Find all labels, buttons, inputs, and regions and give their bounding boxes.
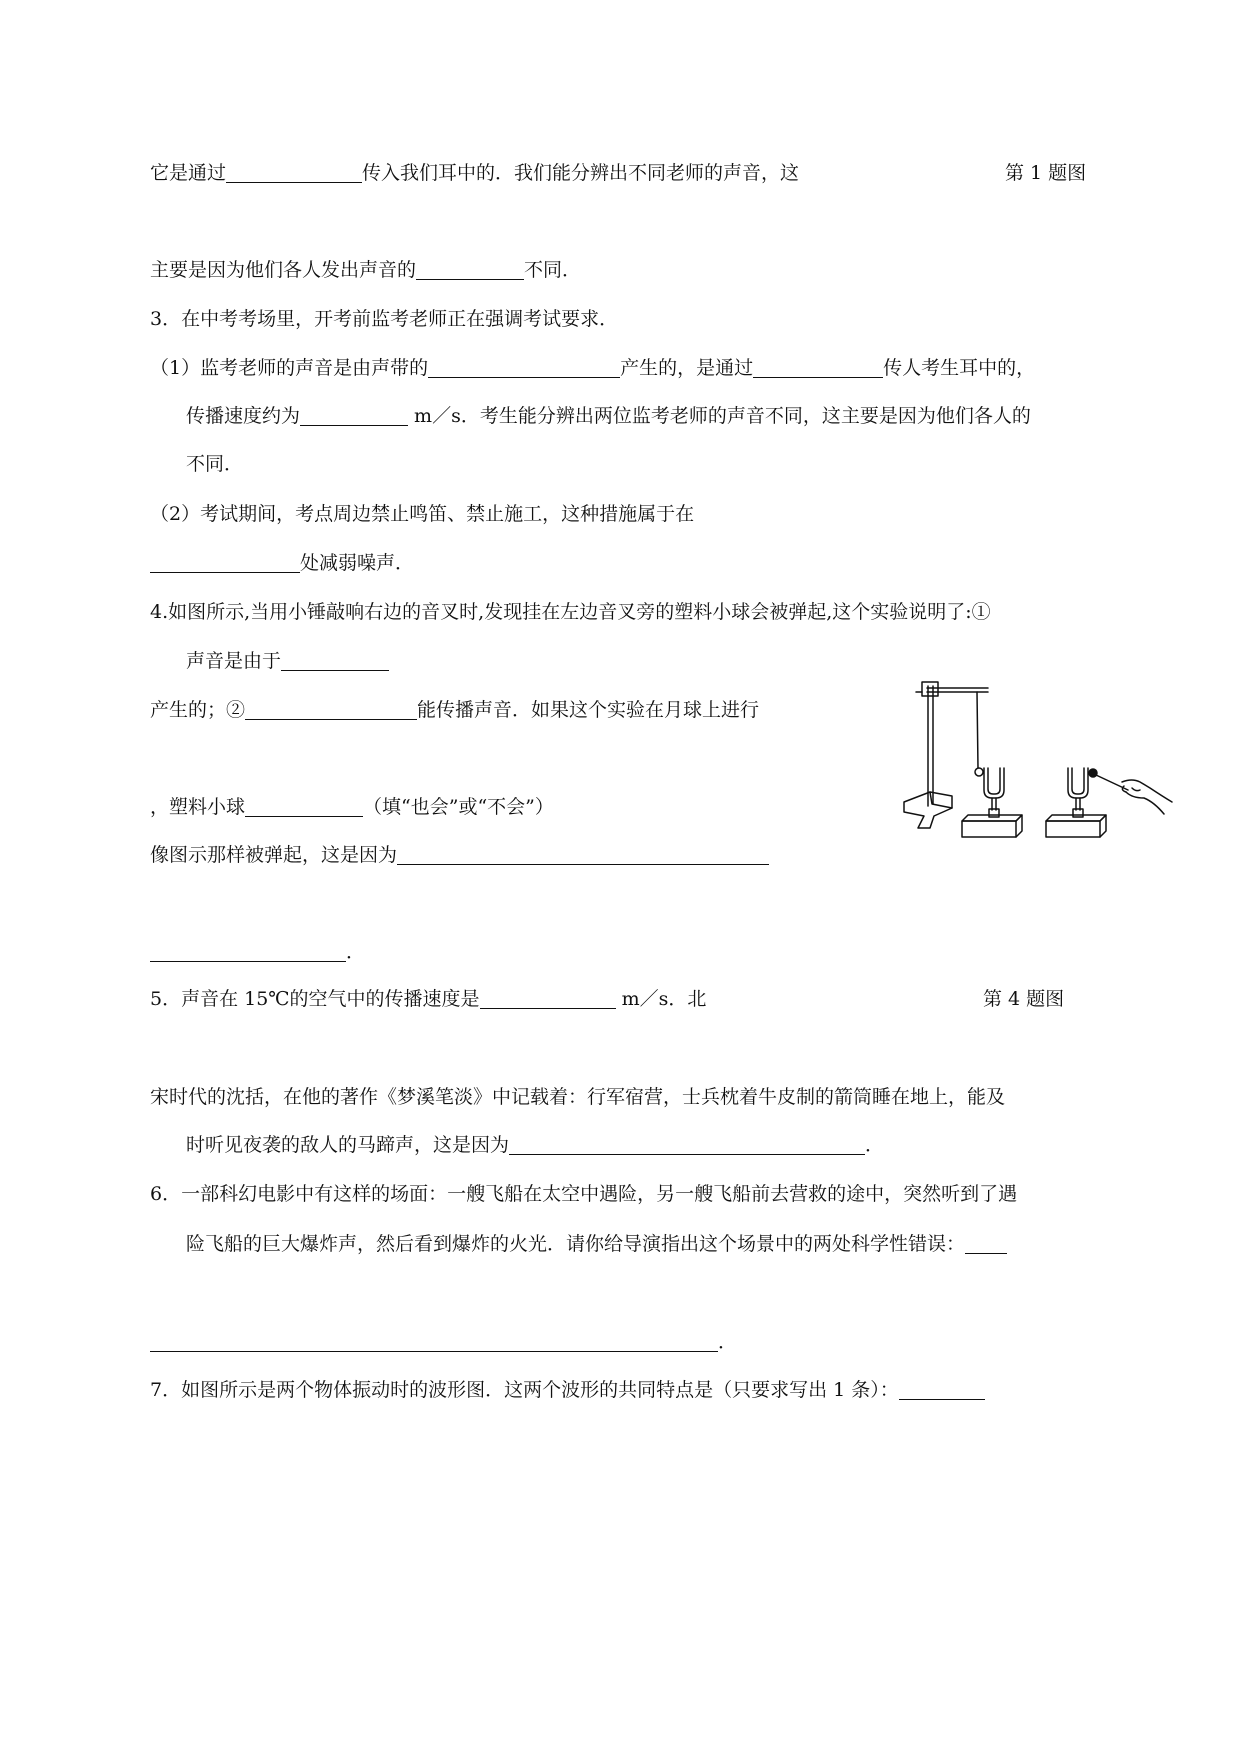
text: （1）监考老师的声音是由声带的 bbox=[150, 357, 429, 379]
text: 声音是由于 bbox=[186, 650, 282, 672]
answer-blank[interactable] bbox=[245, 798, 363, 817]
answer-blank[interactable] bbox=[281, 652, 389, 671]
text: 7．如图所示是两个物体振动时的波形图．这两个波形的共同特点是（只要求写出 1 条）： bbox=[150, 1379, 899, 1401]
answer-blank[interactable] bbox=[509, 1136, 865, 1155]
q3-part1-line3: 不同． bbox=[186, 453, 244, 475]
right-tuning-fork bbox=[1046, 768, 1106, 837]
q2-line1 bbox=[150, 161, 799, 185]
text: 5．声音在 15℃的空气中的传播速度是 bbox=[150, 988, 480, 1010]
q4-line1: 4.如图所示,当用小锤敲响右边的音叉时,发现挂在左边音叉旁的塑料小球会被弹起,这个实验说明了:① bbox=[150, 601, 991, 623]
figure-1-caption: 第 1 题图 bbox=[1005, 162, 1087, 184]
left-tuning-fork bbox=[962, 768, 1022, 837]
q5-line3 bbox=[186, 1133, 884, 1157]
text: 处减弱噪声． bbox=[300, 552, 415, 574]
text: 险飞船的巨大爆炸声，然后看到爆炸的火光．请你给导演指出这个场景中的两处科学性错误： bbox=[186, 1233, 966, 1255]
q3-title: 3．在中考考场里，开考前监考老师正在强调考试要求． bbox=[150, 308, 619, 330]
text: 能传播声音．如果这个实验在月球上进行 bbox=[417, 699, 760, 721]
answer-blank[interactable] bbox=[300, 407, 408, 426]
q5-line2: 宋时代的沈括，在他的著作《梦溪笔淡》中记载着：行军宿营，士兵枕着牛皮制的箭筒睡在地上，能及 bbox=[150, 1086, 1006, 1108]
q4-line2 bbox=[186, 649, 389, 673]
text: （填“也会”或“不会”） bbox=[363, 796, 554, 818]
answer-blank[interactable] bbox=[753, 359, 883, 378]
q3-part1-line1 bbox=[150, 356, 1035, 380]
text: 像图示那样被弹起，这是因为 bbox=[150, 844, 398, 866]
q4-line3 bbox=[150, 698, 759, 722]
q4-line4 bbox=[150, 795, 554, 819]
text: 产生的；② bbox=[150, 699, 246, 721]
text: m／s．北 bbox=[615, 988, 707, 1010]
text: ． bbox=[718, 1331, 738, 1353]
text: ． bbox=[346, 941, 366, 963]
answer-blank[interactable] bbox=[428, 359, 620, 378]
retort-stand bbox=[904, 682, 988, 828]
answer-blank[interactable] bbox=[899, 1381, 985, 1400]
answer-blank[interactable] bbox=[150, 943, 346, 962]
q7-line1 bbox=[150, 1378, 985, 1402]
text: 它是通过 bbox=[150, 162, 227, 184]
tuning-fork-figure bbox=[900, 668, 1175, 838]
text: 不同． bbox=[524, 259, 582, 281]
text: 时听见夜袭的敌人的马蹄声，这是因为 bbox=[186, 1134, 510, 1156]
hanging-ball bbox=[975, 692, 983, 776]
q6-line3 bbox=[150, 1330, 737, 1354]
answer-blank[interactable] bbox=[226, 164, 362, 183]
text: 传播速度约为 bbox=[186, 405, 301, 427]
text: 产生的，是通过 bbox=[620, 357, 754, 379]
answer-blank[interactable] bbox=[480, 990, 616, 1009]
q4-line6 bbox=[150, 940, 365, 964]
answer-blank[interactable] bbox=[245, 701, 417, 720]
answer-blank[interactable] bbox=[397, 846, 769, 865]
q3-part2-line1: （2）考试期间，考点周边禁止鸣笛、禁止施工，这种措施属于在 bbox=[150, 503, 695, 525]
text: m／s．考生能分辨出两位监考老师的声音不同，这主要是因为他们各人的 bbox=[408, 405, 1031, 427]
answer-blank[interactable] bbox=[150, 1333, 718, 1352]
q6-line2 bbox=[186, 1232, 1007, 1256]
q2-line2 bbox=[150, 258, 581, 282]
text: ． bbox=[865, 1134, 885, 1156]
text: 传入我们耳中的．我们能分辨出不同老师的声音，这 bbox=[362, 162, 800, 184]
text: 主要是因为他们各人发出声音的 bbox=[150, 259, 417, 281]
text: 传人考生耳中的， bbox=[883, 357, 1036, 379]
hammer-and-hand bbox=[1089, 769, 1172, 814]
q6-line1: 6．一部科幻电影中有这样的场面：一艘飞船在太空中遇险，另一艘飞船前去营救的途中，突然听到了遇 bbox=[150, 1183, 1018, 1205]
q5-line1 bbox=[150, 987, 706, 1011]
figure-4-caption: 第 4 题图 bbox=[983, 988, 1065, 1010]
text: ，塑料小球 bbox=[150, 796, 246, 818]
answer-blank[interactable] bbox=[416, 261, 524, 280]
q4-line5 bbox=[150, 843, 769, 867]
answer-blank[interactable] bbox=[965, 1235, 1007, 1254]
answer-blank[interactable] bbox=[150, 554, 300, 573]
q3-part1-line2 bbox=[186, 404, 1031, 428]
q3-part2-line2 bbox=[150, 551, 414, 575]
